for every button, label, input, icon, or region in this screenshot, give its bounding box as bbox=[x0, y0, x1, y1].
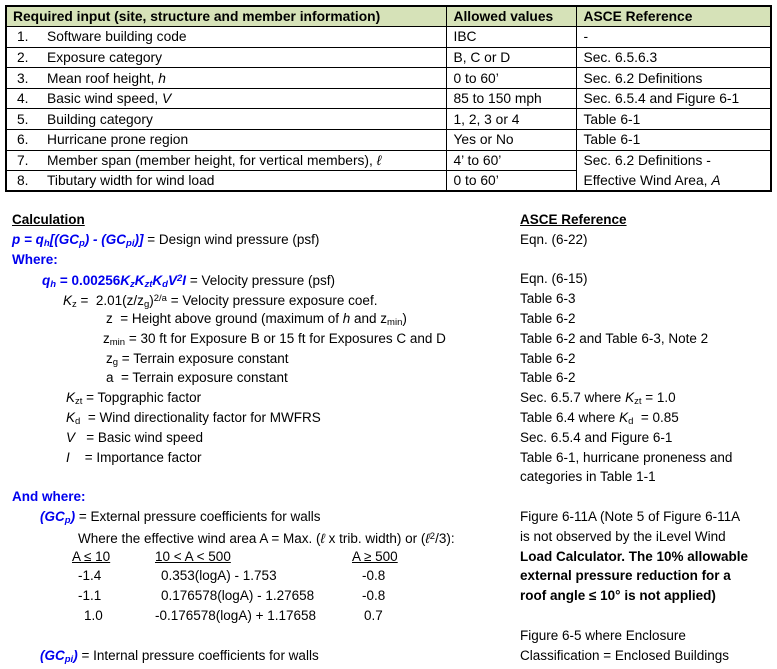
table-row: 4. Basic wind speed, V 85 to 150 mph Sec. 6.5.4 and Figure 6-1 bbox=[6, 88, 771, 109]
calc-line bbox=[0, 467, 777, 487]
calc-line bbox=[0, 309, 777, 329]
calc-line-reference: Table 6-2 and Table 6-3, Note 2 bbox=[520, 330, 709, 346]
row-name: Member span (member height, for vertical members), bbox=[47, 152, 377, 168]
calc-line bbox=[0, 408, 777, 428]
calc-line-reference: Eqn. (6-22) bbox=[520, 231, 588, 247]
calc-line-left: And where: bbox=[12, 489, 86, 505]
allowed-value: 85 to 150 mph bbox=[446, 88, 576, 109]
calc-line-left: z = Height above ground (maximum of h and zmin) bbox=[106, 310, 407, 328]
calc-line-reference: Table 6-2 bbox=[520, 310, 576, 326]
calc-line-reference: Sec. 6.5.4 and Figure 6-1 bbox=[520, 429, 673, 445]
calc-line-left: -1.1 0.176578(logA) - 1.27658 -0.8 bbox=[78, 588, 386, 604]
calc-line bbox=[0, 566, 777, 586]
row-number: 4. bbox=[17, 91, 29, 107]
calc-line bbox=[0, 547, 777, 567]
calc-line-left: qh = 0.00256KzKztKdV$^2$I = Velocity pressure (psf) bbox=[42, 273, 335, 291]
table-row: 3. Mean roof height, h 0 to 60’ Sec. 6.2 Definitions bbox=[6, 68, 771, 89]
calc-line bbox=[0, 368, 777, 388]
allowed-value: 0 to 60’ bbox=[446, 171, 576, 192]
calc-line bbox=[0, 448, 777, 468]
calc-line-left: V = Basic wind speed bbox=[66, 429, 203, 445]
row-name: Mean roof height, bbox=[47, 70, 159, 86]
calc-line-reference: is not observed by the iLevel Wind bbox=[520, 528, 726, 544]
row-number: 3. bbox=[17, 70, 29, 86]
table-header-row bbox=[6, 6, 771, 27]
calc-line-left: (GCpi) = Internal pressure coefficients for walls bbox=[40, 647, 319, 665]
calc-line bbox=[0, 527, 777, 547]
asce-ref: Sec. 6.5.6.3 bbox=[576, 47, 771, 68]
calc-line-left: $Kz = 2.01(z/zg)^{2/a}$ = Velocity pressure exposure coef. bbox=[63, 293, 378, 311]
calc-line-left: p = qh[(GCp) - (GCpi)] = Design wind pressure (psf) bbox=[12, 231, 320, 249]
row-name: Hurricane prone region bbox=[47, 132, 189, 148]
row-number: 7. bbox=[17, 152, 29, 168]
calc-line-left: zg = Terrain exposure constant bbox=[106, 350, 289, 368]
calc-line-left: Where: bbox=[12, 251, 58, 267]
allowed-value: IBC bbox=[446, 27, 576, 48]
asce-ref-line: Effective Wind Area, A bbox=[583, 172, 721, 188]
table-row bbox=[6, 130, 771, 151]
asce-ref: Table 6-1 bbox=[576, 109, 771, 130]
header-required-input: Required input (site, structure and member information) bbox=[6, 6, 446, 27]
calc-line-left: Kzt = Topgraphic factor bbox=[66, 390, 202, 408]
calc-line-reference: Table 6-1, hurricane proneness and bbox=[520, 449, 733, 465]
calc-line-left: -1.4 0.353(logA) - 1.753 -0.8 bbox=[78, 568, 386, 584]
calc-line bbox=[0, 289, 777, 309]
asce-ref-merged bbox=[576, 150, 771, 191]
calc-line bbox=[0, 507, 777, 527]
asce-ref: - bbox=[576, 27, 771, 48]
calc-line bbox=[0, 250, 777, 270]
calc-line-left: A ≤ 10 10 < A < 500 A ≥ 500 bbox=[72, 548, 398, 564]
calc-line-reference: roof angle ≤ 10° is not applied) bbox=[520, 588, 716, 604]
calc-line-reference: Table 6-2 bbox=[520, 350, 576, 366]
calc-line bbox=[0, 626, 777, 646]
row-name: Tibutary width for wind load bbox=[47, 173, 215, 189]
row-name: Building category bbox=[47, 111, 153, 127]
calc-line bbox=[0, 487, 777, 507]
row-number: 2. bbox=[17, 49, 29, 65]
calc-line-left: Calculation bbox=[12, 212, 85, 227]
allowed-value: 0 to 60’ bbox=[446, 68, 576, 89]
calc-line-reference: external pressure reduction for a bbox=[520, 568, 731, 584]
calc-line-reference: Figure 6-11A (Note 5 of Figure 6-11A bbox=[520, 508, 741, 524]
required-input-table bbox=[5, 5, 772, 192]
calc-line bbox=[0, 586, 777, 606]
table-row: 7. Member span (member height, for vertical members), ℓ 4’ to 60’ Sec. 6.2 Definitions - Effective Wind Area, A bbox=[6, 150, 771, 171]
calc-line bbox=[0, 646, 777, 666]
allowed-value: 4’ to 60’ bbox=[446, 150, 576, 171]
allowed-value: Yes or No bbox=[446, 130, 576, 151]
row-number: 1. bbox=[17, 29, 29, 45]
calc-line-left: (GCp) = External pressure coefficients for walls bbox=[40, 508, 321, 526]
row-number: 8. bbox=[17, 173, 29, 189]
asce-ref: Table 6-1 bbox=[576, 130, 771, 151]
row-number: 5. bbox=[17, 111, 29, 127]
calc-line bbox=[0, 428, 777, 448]
header-allowed-values: Allowed values bbox=[446, 6, 576, 27]
table-row bbox=[6, 27, 771, 48]
calc-line-left: I = Importance factor bbox=[66, 449, 202, 465]
calc-line-reference: Classification = Enclosed Buildings bbox=[520, 647, 729, 663]
calc-line-reference: Table 6-2 bbox=[520, 370, 576, 386]
calc-line-reference: ASCE Reference bbox=[520, 212, 627, 227]
table-row bbox=[6, 109, 771, 130]
asce-ref: Sec. 6.2 Definitions bbox=[576, 68, 771, 89]
calc-line bbox=[0, 269, 777, 289]
row-name: Software building code bbox=[47, 29, 187, 45]
calc-line bbox=[0, 606, 777, 626]
calc-line bbox=[0, 210, 777, 230]
calc-line-reference: Table 6-3 bbox=[520, 291, 576, 307]
calc-line-left: 1.0 -0.176578(logA) + 1.17658 0.7 bbox=[84, 607, 383, 623]
row-number: 6. bbox=[17, 132, 29, 148]
asce-ref-line: Sec. 6.2 Definitions - bbox=[583, 153, 711, 168]
calc-line-left: Where the effective wind area A = Max. (ℓ x trib. width) or (ℓ$^2$/3): bbox=[78, 530, 455, 546]
calc-line-reference: categories in Table 1-1 bbox=[520, 469, 656, 485]
calc-line-reference: Load Calculator. The 10% allowable bbox=[520, 548, 749, 564]
calc-line-reference: Eqn. (6-15) bbox=[520, 271, 588, 287]
allowed-value: 1, 2, 3 or 4 bbox=[446, 109, 576, 130]
calc-line bbox=[0, 230, 777, 250]
allowed-value: B, C or D bbox=[446, 47, 576, 68]
calc-line-reference: Table 6.4 where Kd = 0.85 bbox=[520, 409, 679, 427]
calc-line-reference: Figure 6-5 where Enclosure bbox=[520, 627, 686, 643]
row-name: Exposure category bbox=[47, 49, 163, 65]
header-asce-reference: ASCE Reference bbox=[576, 6, 771, 27]
calc-line bbox=[0, 329, 777, 349]
calc-line-left: zmin = 30 ft for Exposure B or 15 ft for Exposures C and D bbox=[103, 330, 446, 348]
calc-line bbox=[0, 349, 777, 369]
calc-line-reference: Sec. 6.5.7 where Kzt = 1.0 bbox=[520, 390, 676, 408]
table-row bbox=[6, 47, 771, 68]
calc-line-left: a = Terrain exposure constant bbox=[106, 370, 288, 386]
calc-line bbox=[0, 388, 777, 408]
asce-ref: Sec. 6.5.4 and Figure 6-1 bbox=[576, 88, 771, 109]
row-name: Basic wind speed, bbox=[47, 91, 163, 107]
calc-line-left: Kd = Wind directionality factor for MWFRS bbox=[66, 409, 321, 427]
calculation-section bbox=[0, 210, 777, 665]
